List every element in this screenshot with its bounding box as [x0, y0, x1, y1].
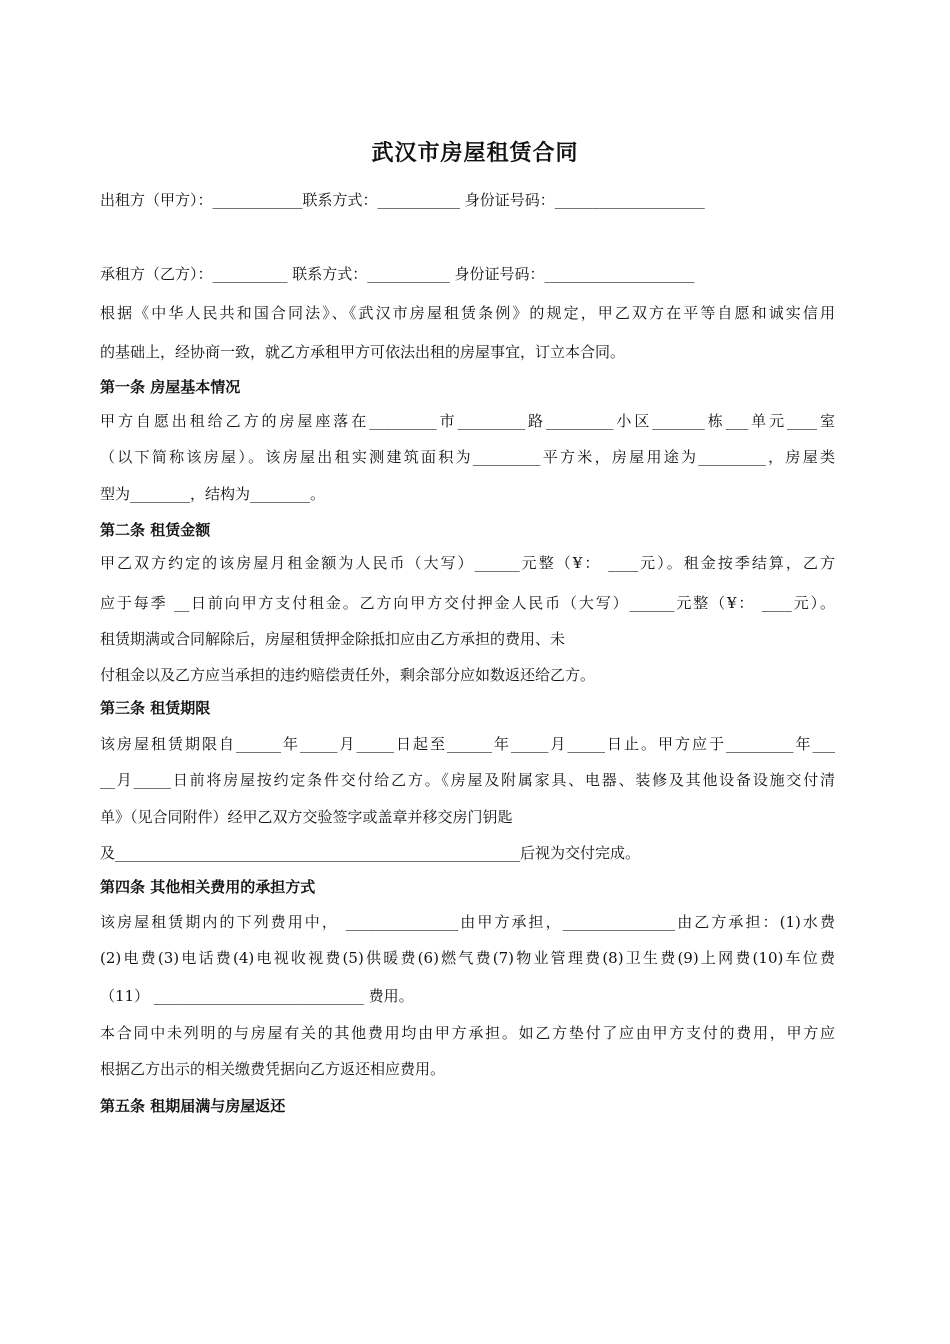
contract-line: （以下简称该房屋）。该房屋出租实测建筑面积为_________平方米，房屋用途为_________，房屋类: [100, 448, 835, 466]
contract-line: 租赁期满或合同解除后，房屋租赁押金除抵扣应由乙方承担的费用、未: [100, 630, 566, 648]
section-heading: 第三条 租赁期限: [100, 699, 211, 717]
contract-line: 出租方（甲方）：____________联系方式：___________ 身份证号码：____________________: [100, 191, 705, 209]
contract-line: （11） ____________________________ 费用。: [100, 987, 414, 1005]
contract-line: (2)电费(3)电话费(4)电视收视费(5)供暖费(6)燃气费(7)物业管理费(8)卫生费(9)上网费(10)车位费: [100, 949, 835, 967]
contract-line: __月_____日前将房屋按约定条件交付给乙方。《房屋及附属家具、电器、装修及其他设备设施交付清: [100, 771, 835, 789]
contract-line: 承租方（乙方）：__________ 联系方式：___________ 身份证号码：____________________: [100, 265, 695, 283]
document-title: 武汉市房屋租赁合同: [371, 141, 579, 166]
contract-line: 甲乙双方约定的该房屋月租金额为人民币（大写）______元整（¥： ____元）。租金按季结算，乙方: [100, 554, 835, 572]
contract-line: 单》（见合同附件）经甲乙双方交验签字或盖章并移交房门钥匙: [100, 808, 513, 826]
contract-line: 甲方自愿出租给乙方的房屋座落在_________市_________路_________小区_______栋___单元____室: [100, 412, 835, 430]
section-heading: 第二条 租赁金额: [100, 521, 211, 539]
section-heading: 第四条 其他相关费用的承担方式: [100, 878, 316, 896]
contract-line: 本合同中未列明的与房屋有关的其他费用均由甲方承担。如乙方垫付了应由甲方支付的费用，甲方应: [100, 1024, 835, 1042]
contract-line: 型为________，结构为________。: [100, 485, 326, 503]
section-heading: 第五条 租期届满与房屋返还: [100, 1097, 286, 1115]
section-heading: 第一条 房屋基本情况: [100, 378, 241, 396]
contract-line: 付租金以及乙方应当承担的违约赔偿责任外，剩余部分应如数返还给乙方。: [100, 666, 596, 684]
contract-line: 根据《中华人民共和国合同法》、《武汉市房屋租赁条例》的规定，甲乙双方在平等自愿和诚实信用: [100, 304, 835, 322]
contract-line: 的基础上，经协商一致，就乙方承租甲方可依法出租的房屋事宜，订立本合同。: [100, 343, 626, 361]
contract-line: 应于每季 __日前向甲方支付租金。乙方向甲方交付押金人民币（大写）______元整（¥： ____元）。: [100, 594, 835, 612]
contract-line: 根据乙方出示的相关缴费凭据向乙方返还相应费用。: [100, 1060, 446, 1078]
contract-line: 该房屋租赁期限自______年_____月_____日起至______年_____月_____日止。甲方应于_________年___: [100, 735, 835, 753]
contract-line: 该房屋租赁期内的下列费用中， _______________由甲方承担，_______________由乙方承担：(1)水费: [100, 913, 835, 931]
contract-line: 及______________________________________________________后视为交付完成。: [100, 844, 641, 862]
